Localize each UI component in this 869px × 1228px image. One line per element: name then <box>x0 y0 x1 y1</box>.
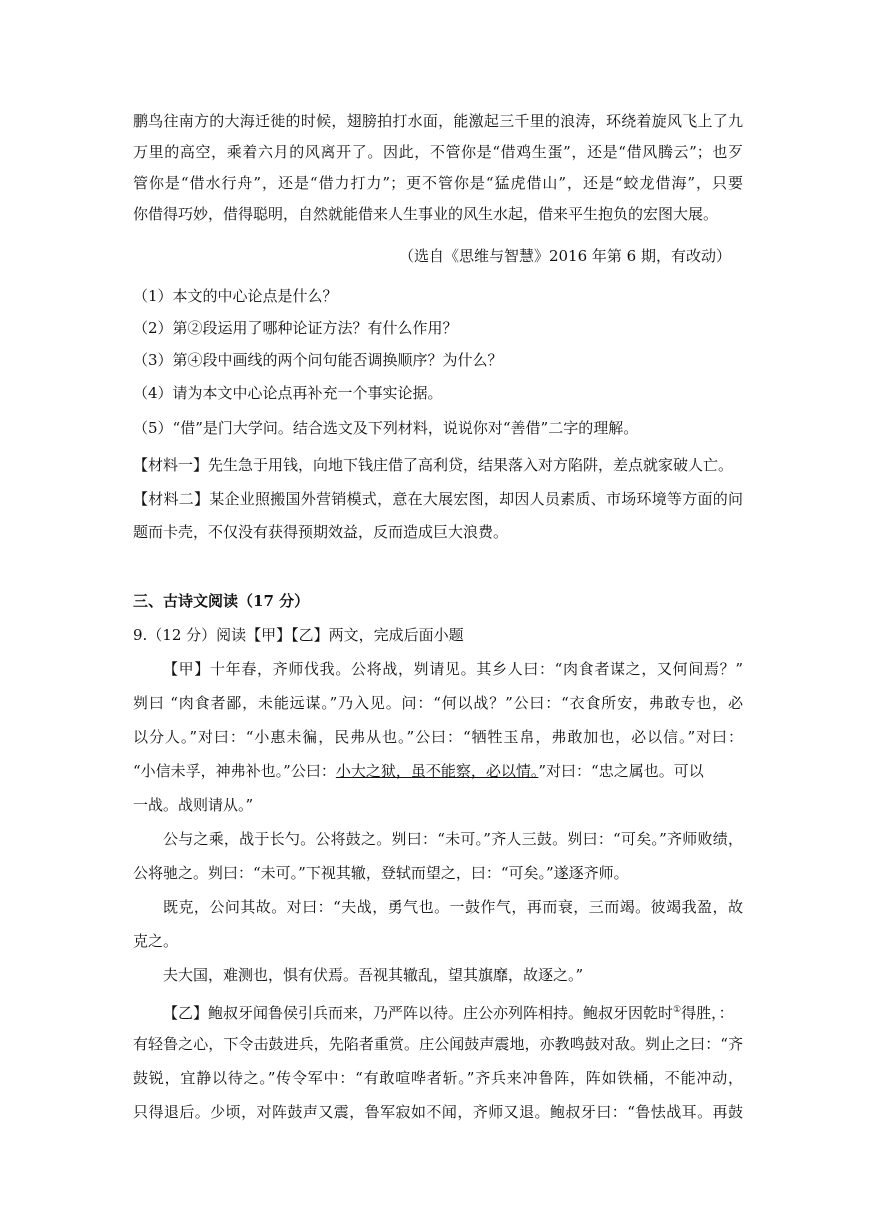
source-citation: （选自《思维与智慧》2016 年第 6 期，有改动） <box>398 247 731 265</box>
passage-line: 万里的高空，乘着六月的风离开了。因此，不管你是“借鸡生蛋”，还是“借风腾云”；也歹 <box>133 143 743 161</box>
yi-line: 有轻鲁之心，下令击鼓进兵，先陷者重赏。庄公闻鼓声震地，亦教鸣鼓对敌。刿止之曰：“齐 <box>133 1035 743 1053</box>
section-title: 三、古诗文阅读（17 分） <box>133 592 310 610</box>
material-1: 【材料一】先生急于用钱，向地下钱庄借了高利贷，结果落入对方陷阱，差点就家破人亡。 <box>133 456 734 474</box>
jia-line-underlined <box>133 761 743 781</box>
jia-text: “小信未孚，神弗补也。”公曰： <box>133 762 336 780</box>
jia-line: 【甲】十年春，齐师伐我。公将战，刿请见。其乡人曰：“肉食者谋之，又何间焉？” <box>163 660 743 678</box>
jia-line: 克之。 <box>133 932 179 950</box>
yi-line <box>163 1000 743 1023</box>
jia-line: 以分人。”对曰：“小惠未徧，民弗从也。”公曰：“牺牲玉帛，弗敢加也，必以信。”对曰： <box>133 728 743 746</box>
underlined-sentence: 小大之狱，虽不能察，必以情。 <box>335 762 539 780</box>
yi-text: 【乙】鲍叔牙闻鲁侯引兵而来，乃严阵以待。庄公亦列阵相持。鲍叔牙因乾时 <box>163 1004 674 1022</box>
question-4: （4）请为本文中心论点再补充一个事实论据。 <box>133 384 443 402</box>
yi-line: 只得退后。少顷，对阵鼓声又震，鲁军寂如不闻，齐师又退。鲍叔牙曰：“鲁怯战耳。再鼓 <box>133 1103 743 1121</box>
passage-line: 管你是“借水行舟”，还是“借力打力”；更不管你是“猛虎借山”，还是“蛟龙借海”，只要 <box>133 174 743 192</box>
passage-line: 你借得巧妙，借得聪明，自然就能借来人生事业的风生水起，借来平生抱负的宏图大展。 <box>133 205 719 223</box>
jia-line: 既克，公问其故。对曰：“夫战，勇气也。一鼓作气，再而衰，三而竭。彼竭我盈，故 <box>163 898 743 916</box>
yi-line: 鼓锐，宜静以待之。”传令军中：“有敢喧哗者斩。”齐兵来冲鲁阵，阵如铁桶，不能冲动， <box>133 1069 743 1087</box>
jia-line: 公将驰之。刿曰：“未可。”下视其辙，登轼而望之，曰：“可矣。”遂逐齐师。 <box>133 864 629 882</box>
question-2: （2）第②段运用了哪种论证方法？有什么作用？ <box>133 319 458 337</box>
passage-line: 鹏鸟往南方的大海迁徙的时候，翅膀拍打水面，能激起三千里的浪涛，环绕着旋风飞上了九 <box>133 112 743 130</box>
material-2-cont: 题而卡壳，不仅没有获得预期效益，反而造成巨大浪费。 <box>133 523 509 541</box>
jia-text: ”对曰：“忠之属也。可以 <box>538 762 704 780</box>
jia-line: 刿曰 “肉食者鄙，未能远谋。”乃入见。问：“何以战？”公曰：“衣食所安，弗敢专也，必 <box>133 694 743 712</box>
jia-line: 夫大国，难测也，惧有伏焉。吾视其辙乱，望其旗靡，故逐之。” <box>163 966 584 984</box>
material-2: 【材料二】某企业照搬国外营销模式，意在大展宏图，却因人员素质、市场环境等方面的问 <box>133 490 743 508</box>
question-3: （3）第④段中画线的两个问句能否调换顺序？为什么？ <box>133 351 503 369</box>
question-9-prompt: 9.（12 分）阅读【甲】【乙】两文，完成后面小题 <box>133 626 464 644</box>
jia-line: 一战。战则请从。” <box>133 796 254 814</box>
question-5: （5）“借”是门大学问。结合选文及下列材料，说说你对“善借”二字的理解。 <box>133 419 639 437</box>
question-1: （1）本文的中心论点是什么？ <box>133 287 338 305</box>
yi-text: 得胜，： <box>681 1004 734 1022</box>
footnote-mark: ① <box>673 1005 682 1015</box>
jia-line: 公与之乘，战于长勺。公将鼓之。刿曰：“未可。”齐人三鼓。刿曰：“可矣。”齐师败绩， <box>163 830 743 848</box>
